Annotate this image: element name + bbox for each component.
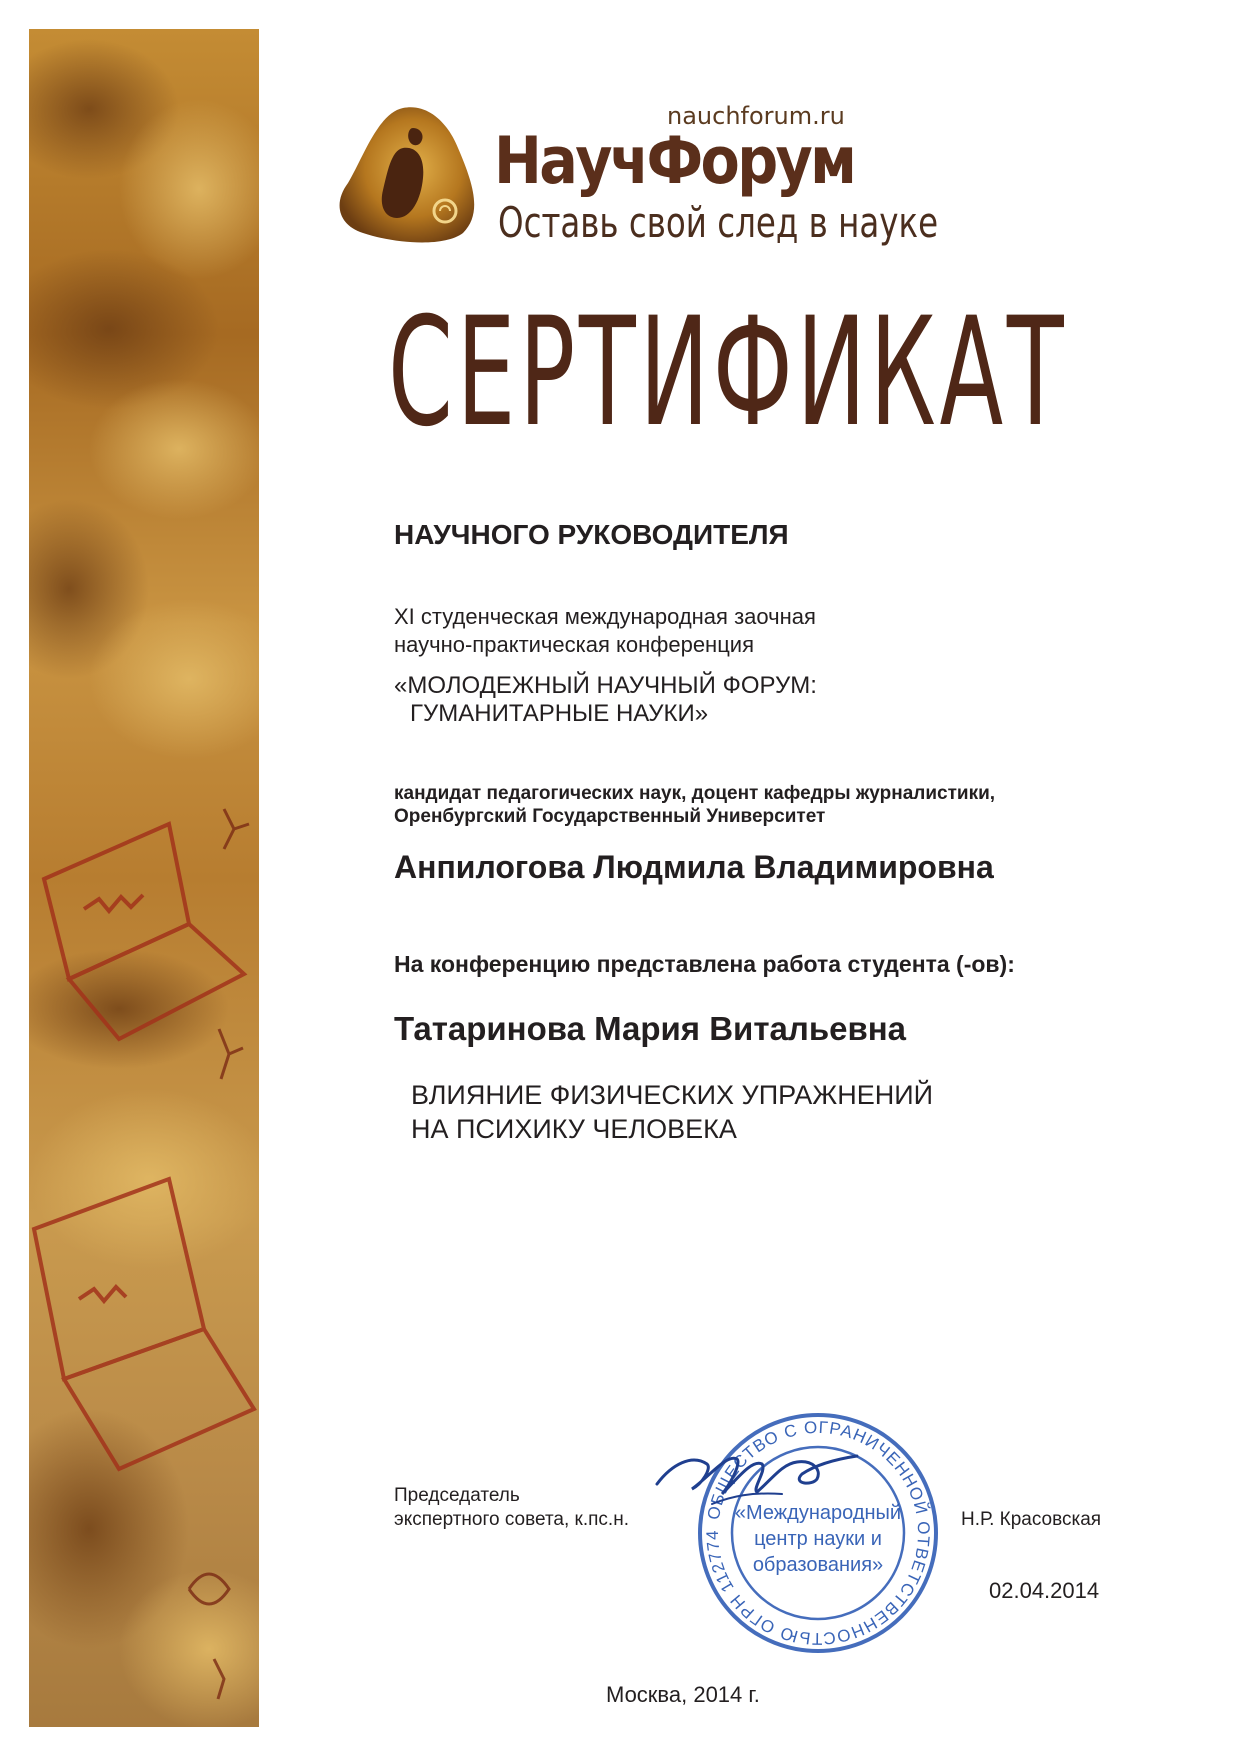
conference-description-line2: научно-практическая конференция: [394, 632, 755, 657]
seal-line2: центр науки и: [754, 1528, 882, 1550]
seal-line1: «Международный: [734, 1502, 902, 1524]
supervisor-degree-line1: кандидат педагогических наук, доцент кафедры журналистики,: [394, 783, 996, 804]
conference-name-line2: ГУМАНИТАРНЫЕ НАУКИ»: [410, 700, 709, 727]
chair-title-line2: экспертного совета, к.пс.н.: [394, 1509, 629, 1530]
chair-title-line1: Председатель: [394, 1485, 520, 1506]
cave-art-texture: [29, 29, 259, 1727]
certificate-title: СЕРТИФИКАТ: [388, 286, 1068, 460]
signer-name: Н.Р. Красовская: [961, 1509, 1102, 1530]
conference-description-line1: XI студенческая международная заочная: [394, 604, 816, 629]
issue-date: 02.04.2014: [989, 1578, 1100, 1603]
supervisor-degree-line2: Оренбургский Государственный Университет: [394, 806, 826, 827]
brand-name: НаучФорум: [494, 124, 855, 199]
student-intro: На конференцию представлена работа студента (-ов):: [394, 951, 1015, 977]
seal-line3: образования»: [752, 1554, 884, 1576]
brand-slogan: Оставь свой след в науке: [498, 198, 939, 247]
seal-ring-text: ОБЩЕСТВО С ОГРАНИЧЕННОЙ ОТВЕТСТВЕННОСТЬЮ ОГРН 112774: [702, 1417, 934, 1649]
site-url: nauchforum.ru: [667, 102, 845, 130]
certificate-role: НАУЧНОГО РУКОВОДИТЕЛЯ: [394, 519, 789, 550]
issue-place: Москва, 2014 г.: [606, 1682, 760, 1707]
nauchforum-logo-icon: [333, 103, 483, 248]
work-topic-line1: ВЛИЯНИЕ ФИЗИЧЕСКИХ УПРАЖНЕНИЙ: [411, 1080, 934, 1110]
conference-name-line1: «МОЛОДЕЖНЫЙ НАУЧНЫЙ ФОРУМ:: [394, 672, 817, 699]
supervisor-name: Анпилогова Людмила Владимировна: [394, 849, 994, 885]
work-topic-line2: НА ПСИХИКУ ЧЕЛОВЕКА: [411, 1114, 737, 1144]
decorative-strip: [29, 29, 259, 1727]
signature-mark: [652, 1434, 862, 1514]
student-name: Татаринова Мария Витальевна: [394, 1010, 907, 1047]
